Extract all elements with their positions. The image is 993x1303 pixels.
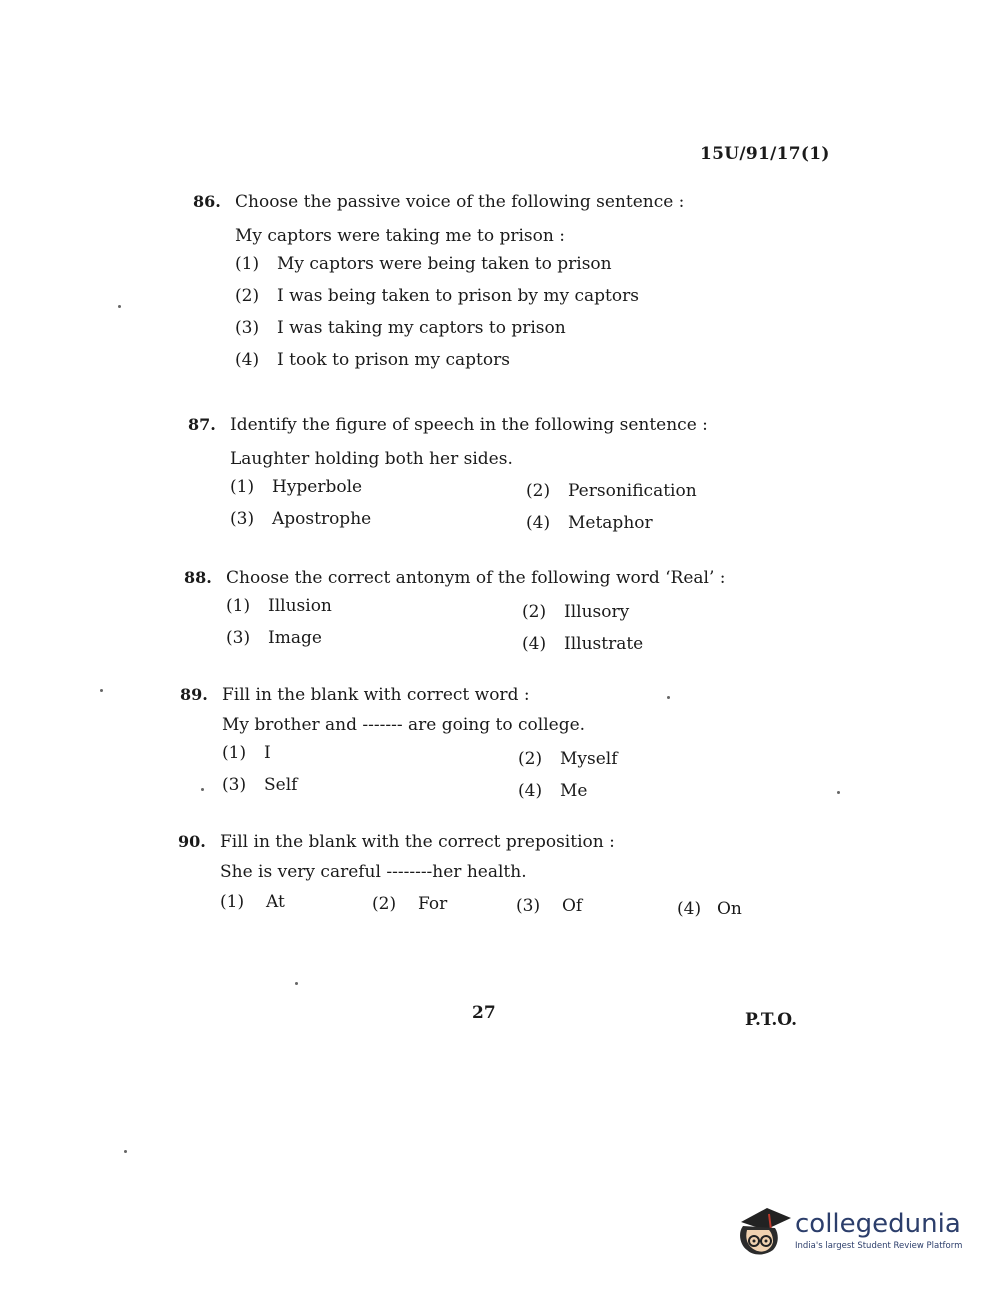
page-code: 15U/91/17(1): [700, 144, 830, 164]
option-text: I: [264, 743, 271, 763]
option-text: Hyperbole: [272, 477, 363, 497]
question-text: Choose the passive voice of the following sentence :: [235, 192, 685, 212]
question-text: Choose the correct antonym of the following word ‘Real’ :: [226, 568, 726, 588]
option-row: [220, 892, 742, 922]
option-number: (2): [518, 749, 543, 769]
option-number: (1): [230, 477, 255, 497]
option-number: (2): [522, 602, 547, 622]
option: [526, 481, 697, 501]
option-grid: [230, 477, 708, 549]
question-89: [180, 685, 618, 815]
option-number: (1): [235, 254, 260, 274]
option: [522, 634, 643, 654]
option: [235, 254, 684, 286]
question-sentence: My captors were taking me to prison :: [235, 226, 565, 246]
option-number: (3): [226, 628, 251, 648]
option-grid: [222, 743, 618, 815]
pto-label: P.T.O.: [745, 1010, 797, 1030]
option: [518, 749, 618, 769]
option-number: (1): [222, 743, 247, 763]
option-text: My captors were being taken to prison: [277, 254, 612, 274]
option: [235, 350, 684, 382]
scan-speck: [118, 305, 121, 308]
scan-speck: [837, 791, 840, 794]
option-number: (3): [235, 318, 260, 338]
option-text: Apostrophe: [272, 509, 372, 529]
option: [516, 896, 582, 916]
option-grid: [226, 596, 726, 668]
question-87: [188, 415, 708, 549]
question-86: [193, 192, 684, 382]
question-text: Fill in the blank with correct word :: [222, 685, 530, 705]
collegedunia-logo: [735, 1195, 965, 1265]
option-text: Illustrate: [564, 634, 644, 654]
option-number: (3): [230, 509, 255, 529]
option-text: On: [717, 899, 742, 919]
question-number: 90.: [178, 832, 206, 851]
question-number: 89.: [180, 685, 208, 704]
option: [518, 781, 587, 801]
option-text: Illusion: [268, 596, 332, 616]
option: [230, 477, 362, 497]
option-text: For: [418, 894, 448, 914]
option-number: (3): [222, 775, 247, 795]
question-text: Identify the figure of speech in the following sentence :: [230, 415, 708, 435]
option-text: Image: [268, 628, 322, 648]
option-number: (1): [220, 892, 245, 912]
question-text: Fill in the blank with the correct preposition :: [220, 832, 615, 852]
question-sentence: Laughter holding both her sides.: [230, 449, 513, 469]
option-text: Metaphor: [568, 513, 653, 533]
scan-speck: [201, 788, 204, 791]
option-number: (2): [526, 481, 551, 501]
option-number: (4): [522, 634, 547, 654]
option-text: At: [266, 892, 285, 912]
option-text: I was taking my captors to prison: [277, 318, 566, 338]
question-number: 86.: [193, 192, 221, 211]
option-text: Personification: [568, 481, 697, 501]
option-number: (4): [518, 781, 543, 801]
option: [226, 628, 322, 648]
scan-speck: [667, 696, 670, 699]
option: [677, 899, 742, 919]
option-number: (4): [677, 899, 702, 919]
logo-tagline: India's largest Student Review Platform: [795, 1240, 963, 1251]
scan-speck: [100, 689, 103, 692]
option: [235, 286, 684, 318]
question-number: 87.: [188, 415, 216, 434]
option-number: (2): [235, 286, 260, 306]
question-sentence: She is very careful --------her health.: [220, 862, 527, 882]
option: [222, 775, 297, 795]
question-number: 88.: [184, 568, 212, 587]
logo-name: collegedunia: [795, 1208, 961, 1239]
option: [372, 894, 447, 914]
option-text: I took to prison my captors: [277, 350, 510, 370]
question-sentence: My brother and ------- are going to college.: [222, 715, 586, 735]
page-number: 27: [472, 1003, 496, 1023]
scan-speck: [295, 982, 298, 985]
option: [222, 743, 271, 763]
option-text: Illusory: [564, 602, 630, 622]
option-text: Me: [560, 781, 588, 801]
option-text: Of: [562, 896, 583, 916]
option: [522, 602, 629, 622]
option-text: Myself: [560, 749, 618, 769]
option-number: (2): [372, 894, 397, 914]
option-number: (3): [516, 896, 541, 916]
option: [526, 513, 653, 533]
option-number: (4): [526, 513, 551, 533]
option: [230, 509, 371, 529]
option: [220, 892, 285, 912]
option-text: Self: [264, 775, 298, 795]
option: [235, 318, 684, 350]
logo-text: [795, 1210, 962, 1251]
scan-speck: [124, 1150, 127, 1153]
option-text: I was being taken to prison by my captors: [277, 286, 639, 306]
option-list: [235, 254, 684, 382]
option-number: (4): [235, 350, 260, 370]
student-mascot-icon: [735, 1200, 793, 1260]
question-90: [178, 832, 742, 922]
question-88: [184, 568, 726, 668]
option: [226, 596, 332, 616]
option-number: (1): [226, 596, 251, 616]
